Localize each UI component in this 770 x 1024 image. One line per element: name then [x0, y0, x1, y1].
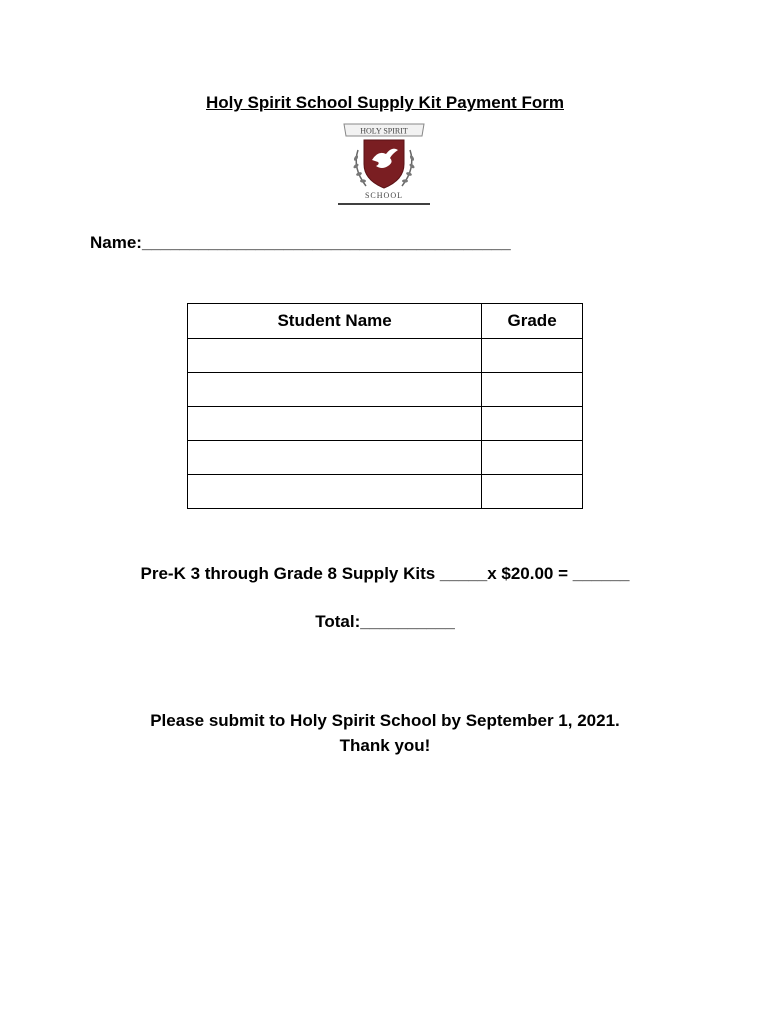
table-row — [188, 407, 583, 441]
name-field[interactable]: Name:_______________________________________ — [90, 233, 511, 252]
table-row — [188, 441, 583, 475]
student-name-cell[interactable] — [188, 373, 482, 407]
submit-instructions — [0, 708, 770, 758]
student-name-cell[interactable] — [188, 441, 482, 475]
student-name-cell[interactable] — [188, 339, 482, 373]
supply-kit-line[interactable]: Pre-K 3 through Grade 8 Supply Kits _____x $20.00 = ______ — [140, 564, 630, 583]
svg-text:HOLY SPIRIT: HOLY SPIRIT — [360, 126, 408, 136]
student-name-cell[interactable] — [188, 475, 482, 509]
grade-cell[interactable] — [482, 339, 583, 373]
grade-cell[interactable] — [482, 373, 583, 407]
svg-text:SCHOOL: SCHOOL — [364, 191, 404, 200]
table-row — [188, 373, 583, 407]
school-crest-icon — [336, 120, 432, 206]
grade-cell[interactable] — [482, 407, 583, 441]
table-row — [188, 339, 583, 373]
header-student-name: Student Name — [188, 304, 482, 339]
school-logo — [336, 120, 432, 206]
submit-deadline-text: Please submit to Holy Spirit School by September 1, 2021. — [150, 711, 620, 730]
table-header-row — [188, 304, 583, 339]
thank-you-text: Thank you! — [339, 736, 431, 755]
grade-cell[interactable] — [482, 475, 583, 509]
header-grade: Grade — [482, 304, 583, 339]
total-line[interactable]: Total:__________ — [315, 612, 455, 631]
student-table — [187, 303, 583, 509]
form-title: Holy Spirit School Supply Kit Payment Form — [206, 93, 564, 112]
table-row — [188, 475, 583, 509]
grade-cell[interactable] — [482, 441, 583, 475]
student-name-cell[interactable] — [188, 407, 482, 441]
